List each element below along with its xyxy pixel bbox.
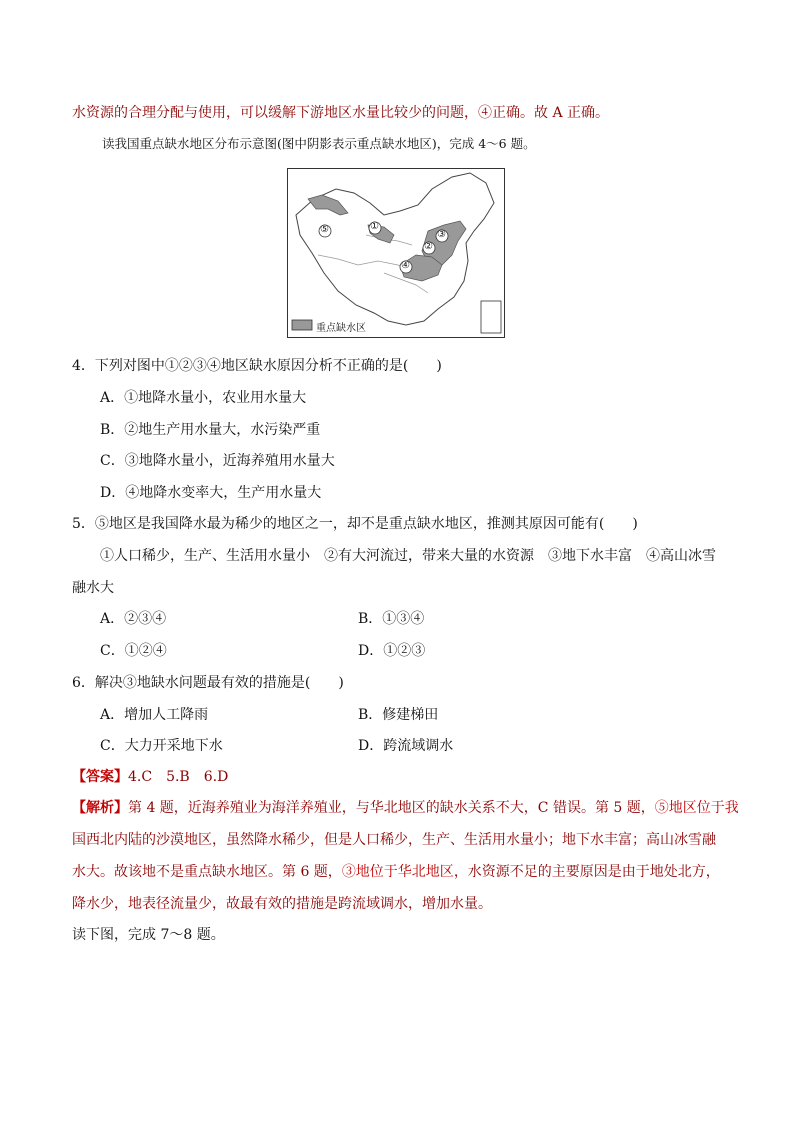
region-4-label: ④ — [401, 260, 410, 271]
answer-line — [72, 767, 228, 787]
q6-stem: 6．解决③地缺水问题最有效的措施是( ) — [72, 675, 344, 691]
q4-option-d: D．④地降水变率大，生产用水量大 — [100, 485, 322, 501]
q6-option-d: D．跨流域调水 — [358, 738, 454, 754]
q4-option-c: C．③地降水量小，近海养殖用水量大 — [100, 453, 335, 469]
analysis-line-1: 【解析】第 4 题，近海养殖业为海洋养殖业，与华北地区的缺水关系不大，C 错误。第 5 题，⑤地区位于我 — [72, 800, 739, 816]
analysis-label: 【解析】 — [72, 800, 128, 816]
q5-option-c: C．①②④ — [100, 643, 167, 659]
answer-label: 【答案】 — [72, 769, 128, 785]
water-shortage-map — [287, 168, 505, 338]
region-1-label: ① — [370, 221, 379, 232]
region-3-label: ③ — [437, 229, 446, 240]
q6-option-a: A．增加人工降雨 — [100, 707, 209, 723]
q4-stem: 4．下列对图中①②③④地区缺水原因分析不正确的是( ) — [72, 358, 442, 374]
q6-option-b: B．修建梯田 — [358, 707, 439, 723]
analysis-line-2: 国西北内陆的沙漠地区，虽然降水稀少，但是人口稀少，生产、生活用水量小；地下水丰富；高山冰雪融 — [72, 832, 716, 848]
region-5-label: ⑤ — [320, 224, 329, 235]
analysis-line-3: 水大。故该地不是重点缺水地区。第 6 题，③地位于华北地区，水资源不足的主要原因是由于地处北方， — [72, 864, 720, 880]
intro-line: 水资源的合理分配与使用，可以缓解下游地区水量比较少的问题，④正确。故 A 正确。 — [72, 105, 610, 121]
q5-option-b: B．①③④ — [358, 611, 425, 627]
answer-text: 4.C 5.B 6.D — [128, 769, 229, 785]
q5-statements-cont: 融水大 — [72, 580, 114, 596]
q4-option-b: B．②地生产用水量大，水污染严重 — [100, 422, 321, 438]
q6-option-c: C．大力开采地下水 — [100, 738, 223, 754]
region-2-label: ② — [424, 241, 433, 252]
map-legend-label: 重点缺水区 — [316, 323, 366, 334]
q5-stem: 5．⑤地区是我国降水最为稀少的地区之一，却不是重点缺水地区，推测其原因可能有( ) — [72, 516, 638, 532]
q5-option-d: D．①②③ — [358, 643, 426, 659]
analysis-line-4: 降水少，地表径流量少，故最有效的措施是跨流域调水，增加水量。 — [72, 896, 492, 912]
next-section-prompt: 读下图，完成 7～8 题。 — [72, 927, 225, 943]
q4-option-a: A．①地降水量小，农业用水量大 — [100, 390, 307, 406]
q5-statements: ①人口稀少，生产、生活用水量小 ②有大河流过，带来大量的水资源 ③地下水丰富 ④高山冰雪 — [100, 548, 716, 564]
map-caption: 读我国重点缺水地区分布示意图(图中阴影表示重点缺水地区)，完成 4～6 题。 — [102, 136, 536, 151]
q5-option-a: A．②③④ — [100, 611, 167, 627]
